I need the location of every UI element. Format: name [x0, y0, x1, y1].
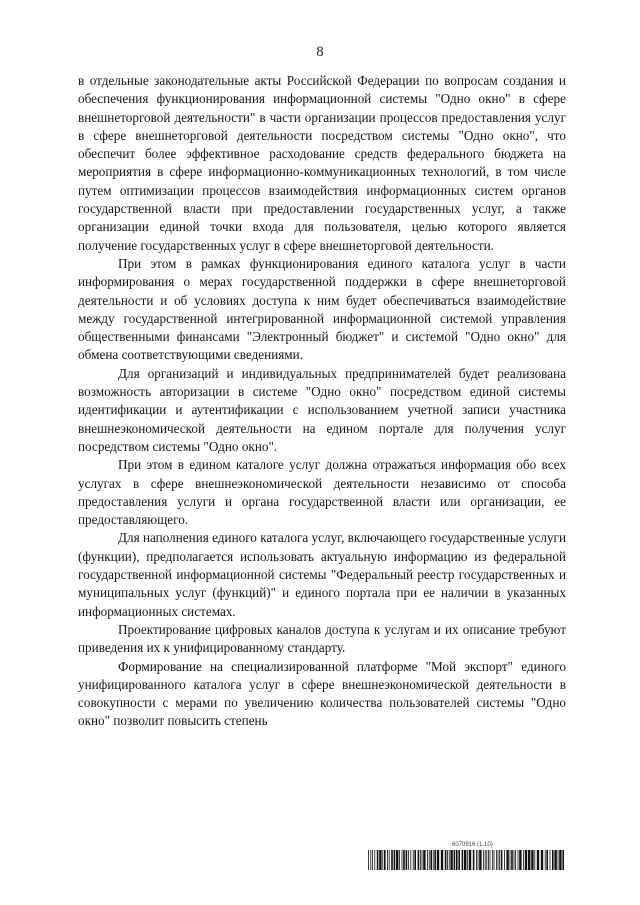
- paragraph-1: в отдельные законодательные акты Российской Федерации по вопросам создания и обеспечения функционирования информационной системы "Одно окно" в сфере внешнеторговой деятельности" в части организации процессов предоставления услуг в сфере внешнеторговой деятельности посредством системы "Одно окно", что обеспечит более эффективное расходование средств федерального бюджета на мероприятия в сфере информационно-коммуникационных технологий, в том числе путем оптимизации процессов взаимодействия информационных систем органов государственной власти при предоставлении государственных услуг, а также организации единой точки входа для пользователя, целью которого является получение государственных услуг в сфере внешнеторговой деятельности.: [78, 73, 566, 253]
- paragraph-5: Для наполнения единого каталога услуг, включающего государственные услуги (функции), предполагается использовать актуальную информацию из федеральной государственной информационной системы "Федеральный реестр государственных и муниципальных услуг (функций)" и единого портала при ее наличии в указанных информационных системах.: [78, 530, 566, 619]
- paragraph-4: При этом в едином каталоге услуг должна отражаться информация обо всех услугах в сфере внешнеэкономической деятельности независимо от способа предоставления услуги и органа государственной власти или организации, ее предоставляющего.: [78, 457, 566, 528]
- paragraph-2: При этом в рамках функционирования единого каталога услуг в части информирования о мерах государственной поддержки в сфере внешнеторговой деятельности и об условиях доступа к ним будет обеспечиваться взаимодействие между государственной интегрированной информационной системой управления общественными финансами "Электронный бюджет" и системой "Одно окно" для обмена соответствующими сведениями.: [78, 255, 566, 363]
- paragraph-7: Формирование на специализированной платформе "Мой экспорт" единого унифицированного каталога услуг в сфере внешнеэкономической деятельности в совокупности с мерами по увеличению количества пользователей системы "Одно окно" позволит повысить степень: [78, 658, 566, 729]
- page-number: 8: [316, 44, 324, 60]
- paragraph-6: Проектирование цифровых каналов доступа к услугам и их описание требуют приведения их к унифицированному стандарту.: [78, 621, 566, 656]
- document-code: 6070916 (1.10): [452, 842, 493, 848]
- barcode-image: [368, 850, 564, 870]
- paragraph-3: Для организаций и индивидуальных предпринимателей будет реализована возможность авторизации в системе "Одно окно" посредством единой системы идентификации и аутентификации с использованием учетной записи участника внешнеэкономической деятельности на едином портале для получения услуг посредством системы "Одно окно".: [78, 365, 566, 454]
- document-body: [78, 72, 566, 731]
